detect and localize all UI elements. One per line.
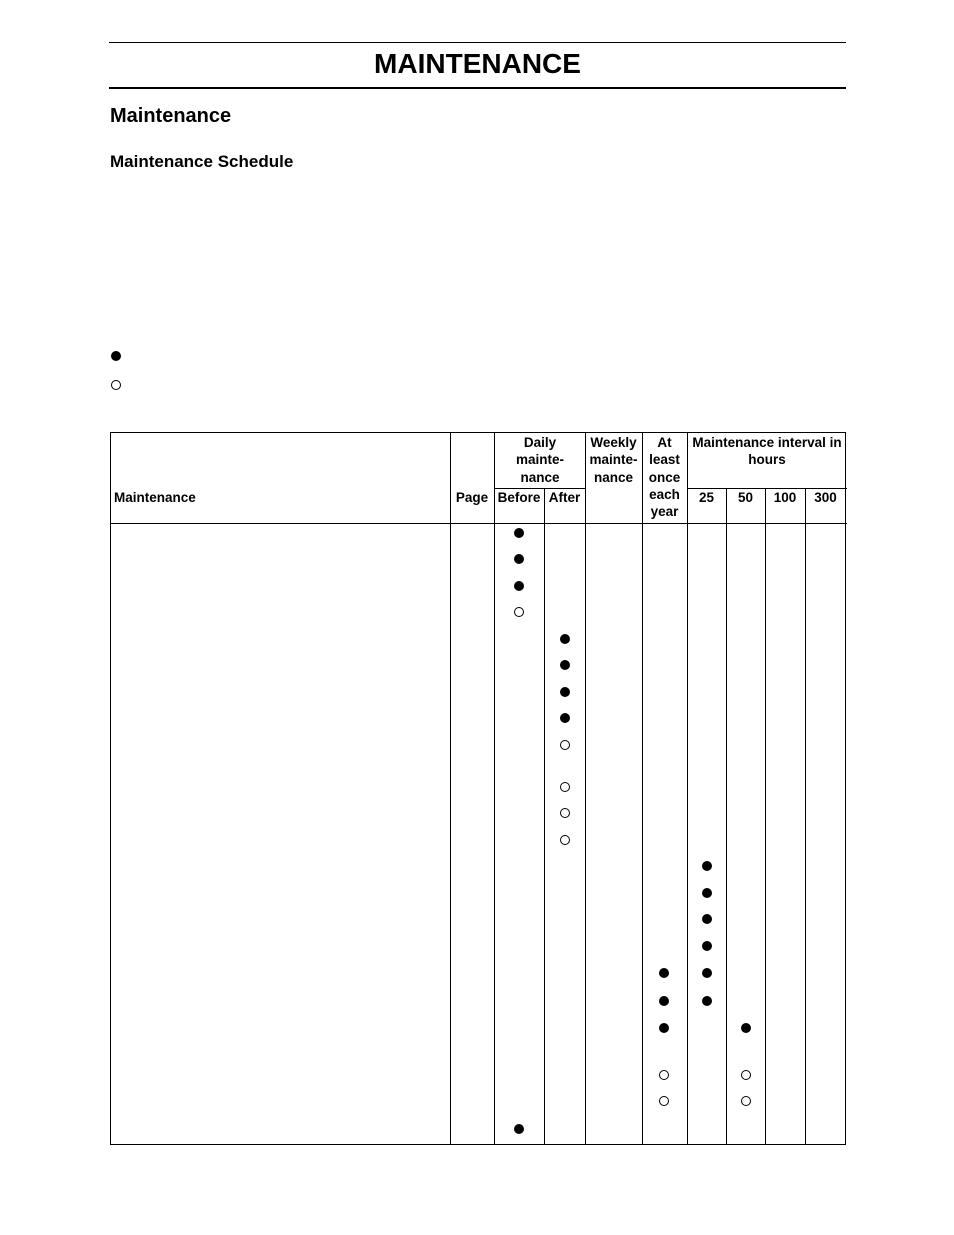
col-header-maintenance: Maintenance — [114, 490, 196, 505]
open-circle-icon — [514, 607, 524, 617]
col-divider — [494, 433, 495, 1144]
col-header-yearly: At least once each year — [648, 435, 681, 520]
maintenance-schedule-table — [110, 432, 846, 1145]
col-divider — [544, 489, 545, 1144]
filled-dot-icon — [702, 861, 712, 871]
open-circle-icon — [560, 808, 570, 818]
col-header-weekly: Weekly mainte- nance — [589, 435, 638, 485]
filled-dot-icon — [702, 941, 712, 951]
section-title: Maintenance — [110, 105, 232, 127]
col-header-before: Before — [497, 490, 541, 505]
col-divider — [585, 433, 586, 1144]
header-divider — [111, 523, 847, 524]
filled-dot-icon — [560, 687, 570, 697]
col-header-daily: Daily mainte- nance — [515, 435, 564, 485]
subsection-title: Maintenance Schedule — [110, 152, 294, 171]
filled-dot-icon — [702, 888, 712, 898]
filled-dot-icon — [514, 581, 524, 591]
filled-dot-icon — [702, 996, 712, 1006]
filled-dot-icon — [514, 554, 524, 564]
filled-dot-icon — [560, 713, 570, 723]
col-header-interval: Maintenance interval in hours — [692, 435, 842, 468]
header-rule-bottom — [109, 87, 846, 89]
col-header-300h: 300 — [814, 490, 837, 505]
col-divider — [765, 489, 766, 1144]
col-header-after: After — [548, 490, 581, 505]
open-circle-icon — [560, 835, 570, 845]
col-header-page: Page — [455, 490, 489, 505]
filled-dot-icon — [514, 1124, 524, 1134]
page-title: MAINTENANCE — [374, 48, 581, 79]
col-header-100h: 100 — [773, 490, 797, 505]
col-divider — [642, 433, 643, 1144]
filled-dot-icon — [702, 914, 712, 924]
col-header-25h: 25 — [698, 490, 715, 505]
filled-dot-icon — [560, 634, 570, 644]
col-divider — [805, 489, 806, 1144]
open-circle-icon — [659, 1070, 669, 1080]
open-circle-icon — [741, 1096, 751, 1106]
header-rule-top — [109, 42, 846, 43]
open-circle-icon — [560, 740, 570, 750]
col-divider — [687, 433, 688, 1144]
open-circle-icon — [741, 1070, 751, 1080]
legend-open-circle-icon — [111, 377, 121, 393]
filled-dot-icon — [514, 528, 524, 538]
open-circle-icon — [560, 782, 570, 792]
filled-dot-icon — [741, 1023, 751, 1033]
filled-dot-icon — [659, 1023, 669, 1033]
legend-filled-dot-icon — [111, 348, 121, 364]
open-circle-icon — [659, 1096, 669, 1106]
filled-dot-icon — [702, 968, 712, 978]
filled-dot-icon — [659, 968, 669, 978]
col-divider — [450, 433, 451, 1144]
filled-dot-icon — [560, 660, 570, 670]
col-header-50h: 50 — [737, 490, 754, 505]
filled-dot-icon — [659, 996, 669, 1006]
col-divider — [726, 489, 727, 1144]
